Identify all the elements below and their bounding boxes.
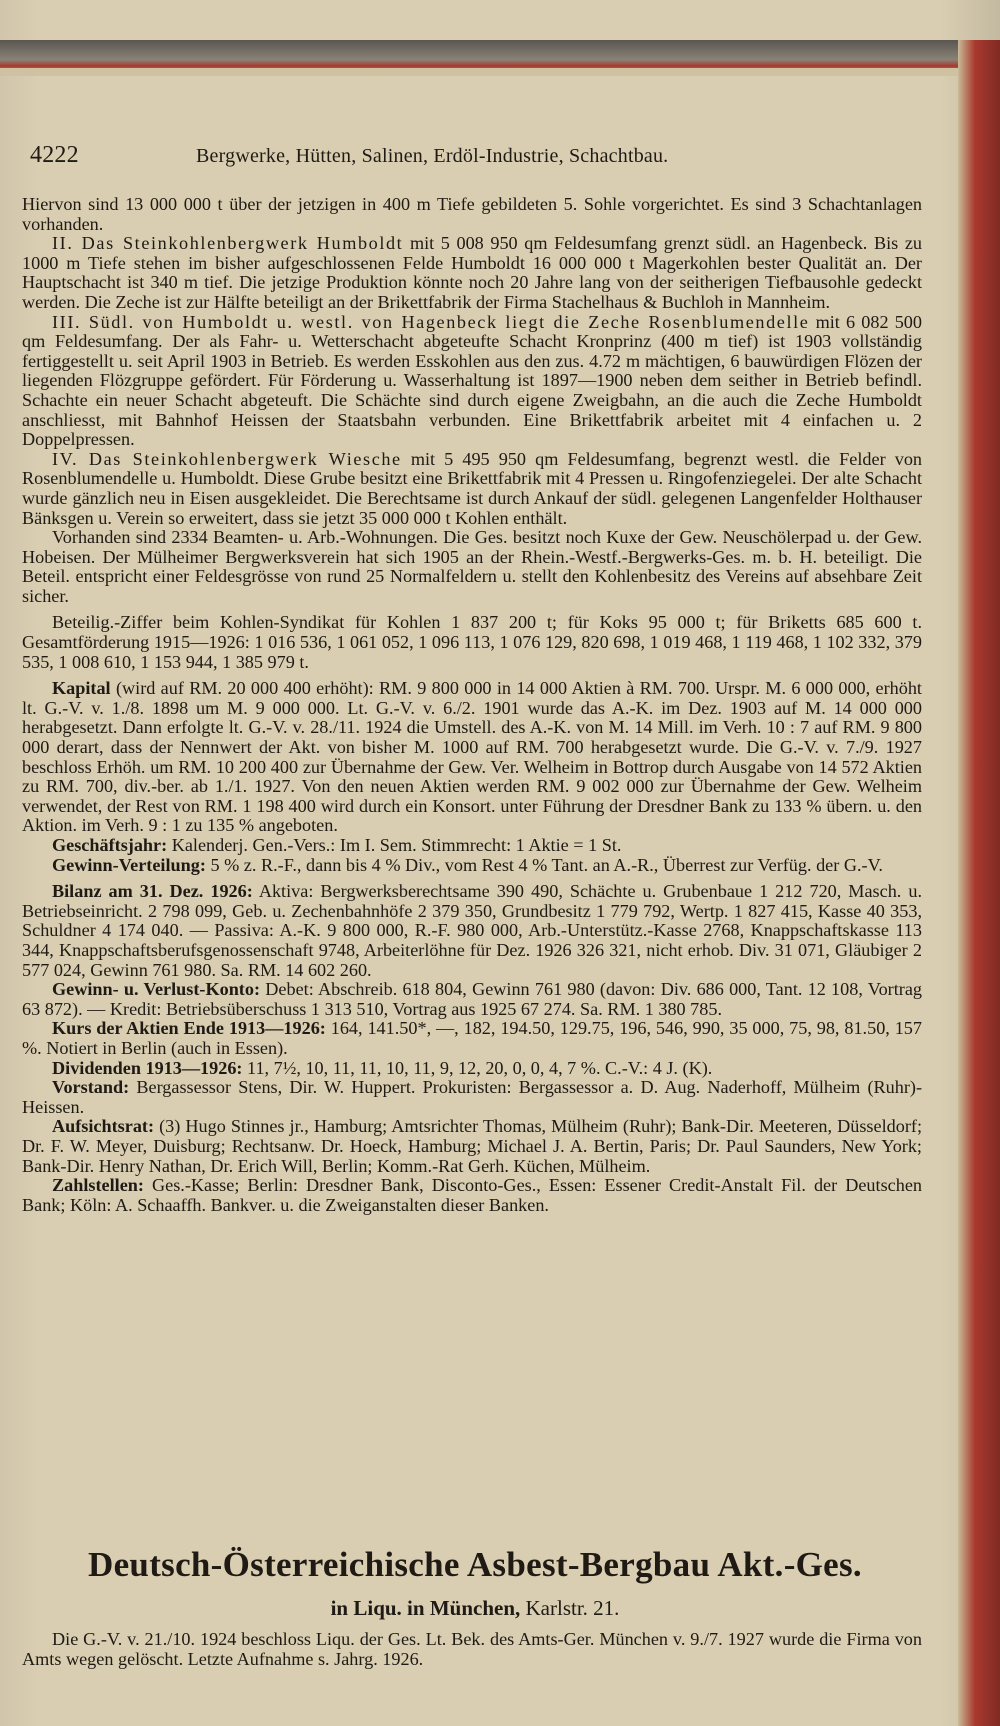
paragraph-vorstand: Vorstand: Bergassessor Stens, Dir. W. Huppert. Prokuristen: Bergassessor a. D. Aug. Naderhoff, Mülheim (Ruhr)-Heissen.: [22, 1077, 922, 1117]
paragraph: Beteilig.-Ziffer beim Kohlen-Syndikat für Kohlen 1 837 200 t; für Koks 95 000 t; für Briketts 685 600 t. Gesamtförderung 1915—1926: 1 016 536, 1 061 052, 1 096 113, 1 076 129, 820 698, 1 019 468, 1 119 468, 1 102 332, 379 535, 1 008 610, 1 153 944, 1 385 979 t.: [22, 612, 922, 672]
company-text: [22, 1630, 922, 1669]
paragraph-lead: Gewinn-Verteilung:: [52, 854, 206, 875]
paragraph-lead: Bilanz am 31. Dez. 1926:: [52, 881, 253, 902]
running-title: Bergwerke, Hütten, Salinen, Erdöl-Industrie, Schachtbau.: [196, 145, 669, 167]
paragraph-lead: II. Das Steinkohlenbergwerk Humboldt: [52, 233, 404, 254]
paragraph-lead: Vorstand:: [52, 1077, 130, 1098]
paragraph: Die G.-V. v. 21./10. 1924 beschloss Liqu. der Ges. Lt. Bek. des Amts-Ger. München v. 9./7. 1927 wurde die Firma von Amts wegen gelöscht. Letzte Aufnahme s. Jahrg. 1926.: [22, 1629, 922, 1669]
paragraph-lead: Gewinn- u. Verlust-Konto:: [52, 979, 261, 1000]
paragraph-kurs: Kurs der Aktien Ende 1913—1926: 164, 141.50*, —, 182, 194.50, 129.75, 196, 546, 990, 35 000, 75, 98, 81.50, 157 %. Notiert in Berlin (auch in Essen).: [22, 1018, 922, 1058]
paragraph: IV. Das Steinkohlenbergwerk Wiesche mit 5 495 950 qm Feldesumfang, begrenzt westl. die Felder von Rosenblumendelle u. Humboldt. Diese Grube besitzt eine Brikettfabrik mit 4 Pressen u. Ringofenziegelei. Der alte Schacht wurde gänzlich neu in Eisen ausgekleidet. Die Berechtsame ist durch Ankauf der südl. gelegenen Langenfelder Holthauser Bänksgen u. Verein so erweitert, dass sie jetzt 35 000 000 t Kohlen enthält.: [22, 448, 923, 528]
paragraph-gewinn-verteilung: Gewinn-Verteilung: 5 % z. R.-F., dann bis 4 % Div., vom Rest 4 % Tant. an A.-R., Überrest zur Verfüg. der G.-V.: [52, 854, 883, 875]
company-subtitle-bold: in Liqu. in München,: [330, 1596, 521, 1620]
paragraph-lead: Kapital: [52, 678, 111, 699]
company-address: Karlstr. 21.: [520, 1596, 620, 1620]
paragraph-dividenden: Dividenden 1913—1926: 11, 7½, 10, 11, 11, 10, 11, 9, 12, 20, 0, 0, 4, 7 %. C.-V.: 4 J. (K).: [52, 1057, 713, 1078]
paragraph-lead: Dividenden 1913—1926:: [52, 1057, 243, 1078]
book-spine: [958, 40, 1000, 1726]
paragraph-lead: IV. Das Steinkohlenbergwerk Wiesche: [52, 448, 402, 469]
paragraph-zahlstellen: Zahlstellen: Ges.-Kasse; Berlin: Dresdner Bank, Disconto-Ges., Essen: Essener Credit-Anstalt Fil. der Deutschen Bank; Köln: A. Schaaffh. Bankver. u. die Zweiganstalten dieser Banken.: [22, 1175, 922, 1215]
paragraph-lead: Zahlstellen:: [52, 1175, 144, 1196]
paragraph: II. Das Steinkohlenbergwerk Humboldt mit 5 008 950 qm Feldesumfang grenzt südl. an Hagenbeck. Bis zu 1000 m Tiefe stehen im bisher aufgeschlossenen Felde Humboldt 16 000 000 t Magerkohlen bester Qualität an. Der Hauptschacht ist 340 m tief. Die jetzige Produktion könnte noch 20 Jahre lang von der seitherigen Tiefbausohle gedeckt werden. Die Zeche ist zur Hälfte beteiligt an der Brikettfabrik der Firma Stachelhaus & Buchloh in Mannheim.: [22, 233, 922, 312]
paragraph-lead: Kurs der Aktien Ende 1913—1926:: [52, 1018, 326, 1039]
paragraph-lead: Geschäftsjahr:: [52, 835, 168, 855]
page-top-edge: [0, 40, 1000, 76]
paragraph-lead: III. Südl. von Humboldt u. westl. von Hagenbeck liegt die Zeche Rosenblumendelle: [52, 311, 810, 332]
paragraph-gewinn-verlust: Gewinn- u. Verlust-Konto: Debet: Abschreib. 618 804, Gewinn 761 980 (davon: Div. 686 000, Tant. 12 108, Vortrag 63 872). — Kredit: Betriebsüberschuss 1 313 510, Vortrag aus 1925 67 274. Sa. RM. 1 380 785.: [22, 979, 923, 1019]
paragraph: Vorhanden sind 2334 Beamten- u. Arb.-Wohnungen. Die Ges. besitzt noch Kuxe der Gew. Neuschölerpad u. der Gew. Hobeisen. Der Mülheimer Bergwerksverein hat sich 1905 an der Rhein.-Westf.-Bergwerks-Ges. m. b. H. beteiligt. Die Beteil. entspricht einer Feldesgrösse von rund 25 Normalfeldern u. stellt den Kohlenbesitz des Vereins auf absehbare Zeit sicher.: [22, 527, 922, 606]
main-text: [22, 195, 922, 1215]
page-header: [30, 142, 930, 172]
paragraph: Hiervon sind 13 000 000 t über der jetzigen in 400 m Tiefe gebildeten 5. Sohle vorgerichtet. Es sind 3 Schachtanlagen vorhanden.: [22, 194, 922, 234]
page-number: 4222: [30, 142, 79, 168]
paragraph: III. Südl. von Humboldt u. westl. von Hagenbeck liegt die Zeche Rosenblumendelle mit 6 082 500 qm Feldesumfang. Der als Fahr- u. Wetterschacht abgeteufte Schacht Kronprinz (400 m tief) ist 1903 vollständig fertiggestellt u. seit April 1903 in Betrieb. Es werden Esskohlen aus den zus. 4.72 m mächtigen, 6 bauwürdigen Flözen der liegenden Flözgruppe gefördert. Für Förderung u. Wasserhaltung ist 1897—1900 neben dem seither in Betrieb befindl. Schachte ein neuer Schacht abgeteuft. Die Schächte sind durch eigene Zweigbahn, an die auch die Zeche Humboldt anschliesst, mit Bahnhof Heissen der Staatsbahn verbunden. Eine Brikettfabrik arbeitet mit 4 einfachen u. 2 Doppelpressen.: [22, 311, 922, 450]
paragraph-lead: Aufsichtsrat:: [52, 1116, 155, 1137]
paragraph-geschaeftsjahr: Geschäftsjahr: Kalenderj. Gen.-Vers.: Im I. Sem. Stimmrecht: 1 Aktie = 1 St.: [52, 835, 622, 855]
company-subtitle: [30, 1596, 920, 1621]
paragraph-kapital: Kapital (wird auf RM. 20 000 400 erhöht): RM. 9 800 000 in 14 000 Aktien à RM. 700. Urspr. M. 6 000 000, erhöht lt. G.-V. v. 1./8. 1898 um M. 9 000 000. Lt. G.-V. v. 6./2. 1901 wurde das A.-K. im Dez. 1903 auf M. 14 000 000 herabgesetzt. Dann erfolgte lt. G.-V. v. 28./11. 1924 die Umstell. des A.-K. von M. 14 Mill. im Verh. 10 : 7 auf RM. 9 800 000 derart, dass der Nennwert der Akt. von bisher M. 1000 auf RM. 700 herabgesetzt wurde. Die G.-V. v. 7./9. 1927 beschloss Erhöh. um RM. 10 200 400 zur Übernahme der Gew. Ver. Welheim in Bottrop durch Ausgabe von 14 572 Aktien zu RM. 700, div.-ber. ab 1./1. 1927. Von den neuen Aktien werden RM. 9 002 000 zur Übernahme der Gew. Welheim verwendet, der Rest von RM. 1 198 400 wird durch ein Konsort. unter Führung der Dresdner Bank zu 133 % übern. u. den Aktion. im Verh. 9 : 1 zu 135 % angeboten.: [22, 678, 922, 836]
paragraph-bilanz: Bilanz am 31. Dez. 1926: Aktiva: Bergwerksberechtsame 390 490, Schächte u. Grubenbaue 1 212 720, Masch. u. Betriebseinricht. 2 798 099, Geb. u. Zechenbahnhöfe 2 379 350, Grundbesitz 1 779 792, Wertp. 1 827 415, Kasse 40 353, Schuldner 4 174 040. — Passiva: A.-K. 9 800 000, R.-F. 980 000, Arb.-Unterstütz.-Kasse 2768, Knappschaftskasse 113 344, Knappschaftsberufsgenossenschaft 9748, Arbeiterlöhne für Dez. 1926 326 321, nicht erhob. Div. 31 071, Gläubiger 2 577 024, Gewinn 761 980. Sa. RM. 14 602 260.: [22, 881, 922, 980]
paragraph-aufsichtsrat: Aufsichtsrat: (3) Hugo Stinnes jr., Hamburg; Amtsrichter Thomas, Mülheim (Ruhr); Bank-Dir. Meeteren, Düsseldorf; Dr. F. W. Meyer, Duisburg; Rechtsanw. Dr. Hoeck, Hamburg; Michael J. A. Bertin, Paris; Dr. Paul Saunders, New York; Bank-Dir. Henry Nathan, Dr. Erich Will, Berlin; Komm.-Rat Gerh. Küchen, Mülheim.: [22, 1116, 922, 1176]
company-title: Deutsch-Österreichische Asbest-Bergbau Akt.-Ges.: [88, 1545, 862, 1584]
